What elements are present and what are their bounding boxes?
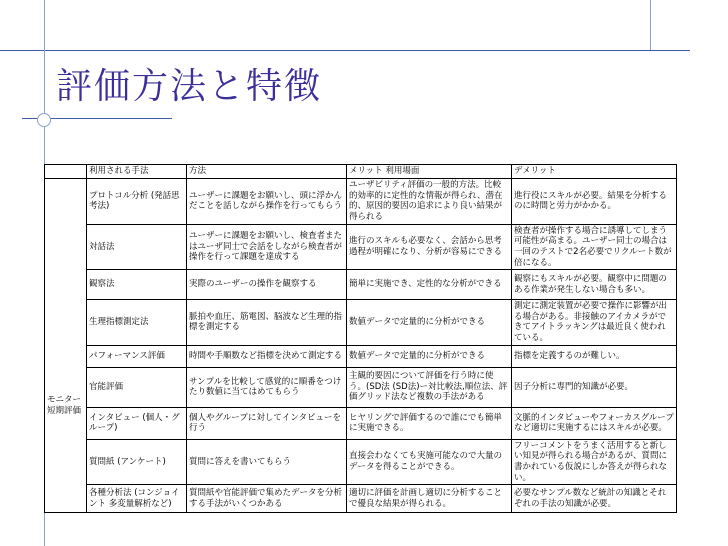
cell-merit: 簡単に実施でき、定性的な分析ができる: [347, 270, 512, 300]
cell-demerit: 観察にもスキルが必要。観察中に問題のある作業が発生しない場合も多い。: [512, 270, 677, 300]
cell-merit: ヒヤリングで評価するので誰にでも簡単に実施できる。: [347, 407, 512, 439]
cell-method: パフォーマンス評価: [87, 345, 187, 367]
cell-demerit: 文脈的インタビューやフォーカスグループなど適切に実施するにはスキルが必要。: [512, 407, 677, 439]
cell-demerit: フリーコメントをうまく活用すると新しい知見が得られる場合があるが、質問に書かれている仮説にしか答えが得られない。: [512, 439, 677, 485]
cell-demerit: 必要なサンプル数など統計の知識とそれぞれの手法の知識が必要。: [512, 485, 677, 513]
cell-demerit: 因子分析に専門的知識が必要。: [512, 367, 677, 407]
header-blank: [45, 165, 87, 179]
header-demerit: デメリット: [512, 165, 677, 179]
top-rule-line: [0, 50, 690, 51]
header-method: 利用される手法: [87, 165, 187, 179]
evaluation-table-container: [44, 164, 676, 513]
table-row: [45, 439, 677, 485]
table-row: [45, 485, 677, 513]
cell-method: プロトコル分析 (発話思考法): [87, 178, 187, 224]
top-right-rule: [650, 0, 651, 50]
group-label-cell: モニター 短期評価: [45, 300, 87, 513]
cell-demerit: 進行役にスキルが必要。結果を分析するのに時間と労力がかかる。: [512, 178, 677, 224]
cell-how: 質問に答えを書いてもらう: [187, 439, 347, 485]
group-blank-cell: [45, 224, 87, 270]
table-row: [45, 367, 677, 407]
group-blank-cell: [45, 178, 87, 224]
cell-merit: 主観的要因について評価を行う時に使う。(SD法 (SD法)ー対比較法,順位法、評価グリッド法など複数の手法がある: [347, 367, 512, 407]
cell-how: ユーザーに課題をお願いし、頭に浮かんだことを話しながら操作を行ってもらう: [187, 178, 347, 224]
cell-demerit: 指標を定義するのが難しい。: [512, 345, 677, 367]
table-header-row: [45, 165, 677, 179]
cell-how: ユーザーに課題をお願いし、検査者またはユーザ同士で会話をしながら検査者が操作を行って課題を達成する: [187, 224, 347, 270]
table-row: [45, 270, 677, 300]
cell-how: 脈拍や血圧、筋電図、脳波など生理的指標を測定する: [187, 300, 347, 346]
cell-method: インタビュー (個人・グループ): [87, 407, 187, 439]
table-row: [45, 224, 677, 270]
cell-how: 個人やグループに対してインタビューを行う: [187, 407, 347, 439]
cell-method: 生理指標測定法: [87, 300, 187, 346]
cell-method: 各種分析法 (コンジョイント 多変量解析など): [87, 485, 187, 513]
table-row: [45, 345, 677, 367]
cell-demerit: 検査者が操作する場合に誘導してしまう可能性が高まる。ユーザー同士の場合は一回のテストで2名必要でリクルート数が倍になる。: [512, 224, 677, 270]
cell-how: 実際のユーザーの操作を観察する: [187, 270, 347, 300]
cell-how: サンプルを比較して感覚的に順番をつけたり数値に当てはめてもらう: [187, 367, 347, 407]
cell-how: 時間や手順数など指標を決めて測定する: [187, 345, 347, 367]
decorative-circle-icon: [37, 113, 51, 127]
page-title: 評価方法と特徴: [56, 66, 323, 107]
cell-merit: 直接会わなくても実施可能なので大量のデータを得ることができる。: [347, 439, 512, 485]
cell-demerit: 測定に測定装置が必要で操作に影響が出る場合がある。非接触のアイカメラができてアイトラッキングは最近良く使われている。: [512, 300, 677, 346]
cell-merit: ユーザビリティ評価の一般的方法。比較的効率的に定性的な情報が得られ、潜在的、原因的要因の追求により良い結果が得られる: [347, 178, 512, 224]
header-merit: メリット 利用場面: [347, 165, 512, 179]
table-row: [45, 300, 677, 346]
cell-merit: 数値データで定量的に分析ができる: [347, 345, 512, 367]
cell-method: 対話法: [87, 224, 187, 270]
cell-how: 質問紙や官能評価で集めたデータを分析する手法がいくつかある: [187, 485, 347, 513]
cell-merit: 進行のスキルも必要なく、会話から思考過程が明確になり、分析が容易にできる: [347, 224, 512, 270]
header-how: 方法: [187, 165, 347, 179]
cell-merit: 適切に評価を計画し適切に分析することで優良な結果が得られる。: [347, 485, 512, 513]
group-blank-cell: [45, 270, 87, 300]
cell-method: 質問紙 (アンケート): [87, 439, 187, 485]
cell-method: 観察法: [87, 270, 187, 300]
cell-method: 官能評価: [87, 367, 187, 407]
evaluation-methods-table: [44, 164, 677, 513]
table-row: [45, 407, 677, 439]
table-row: [45, 178, 677, 224]
cell-merit: 数値データで定量的に分析ができる: [347, 300, 512, 346]
